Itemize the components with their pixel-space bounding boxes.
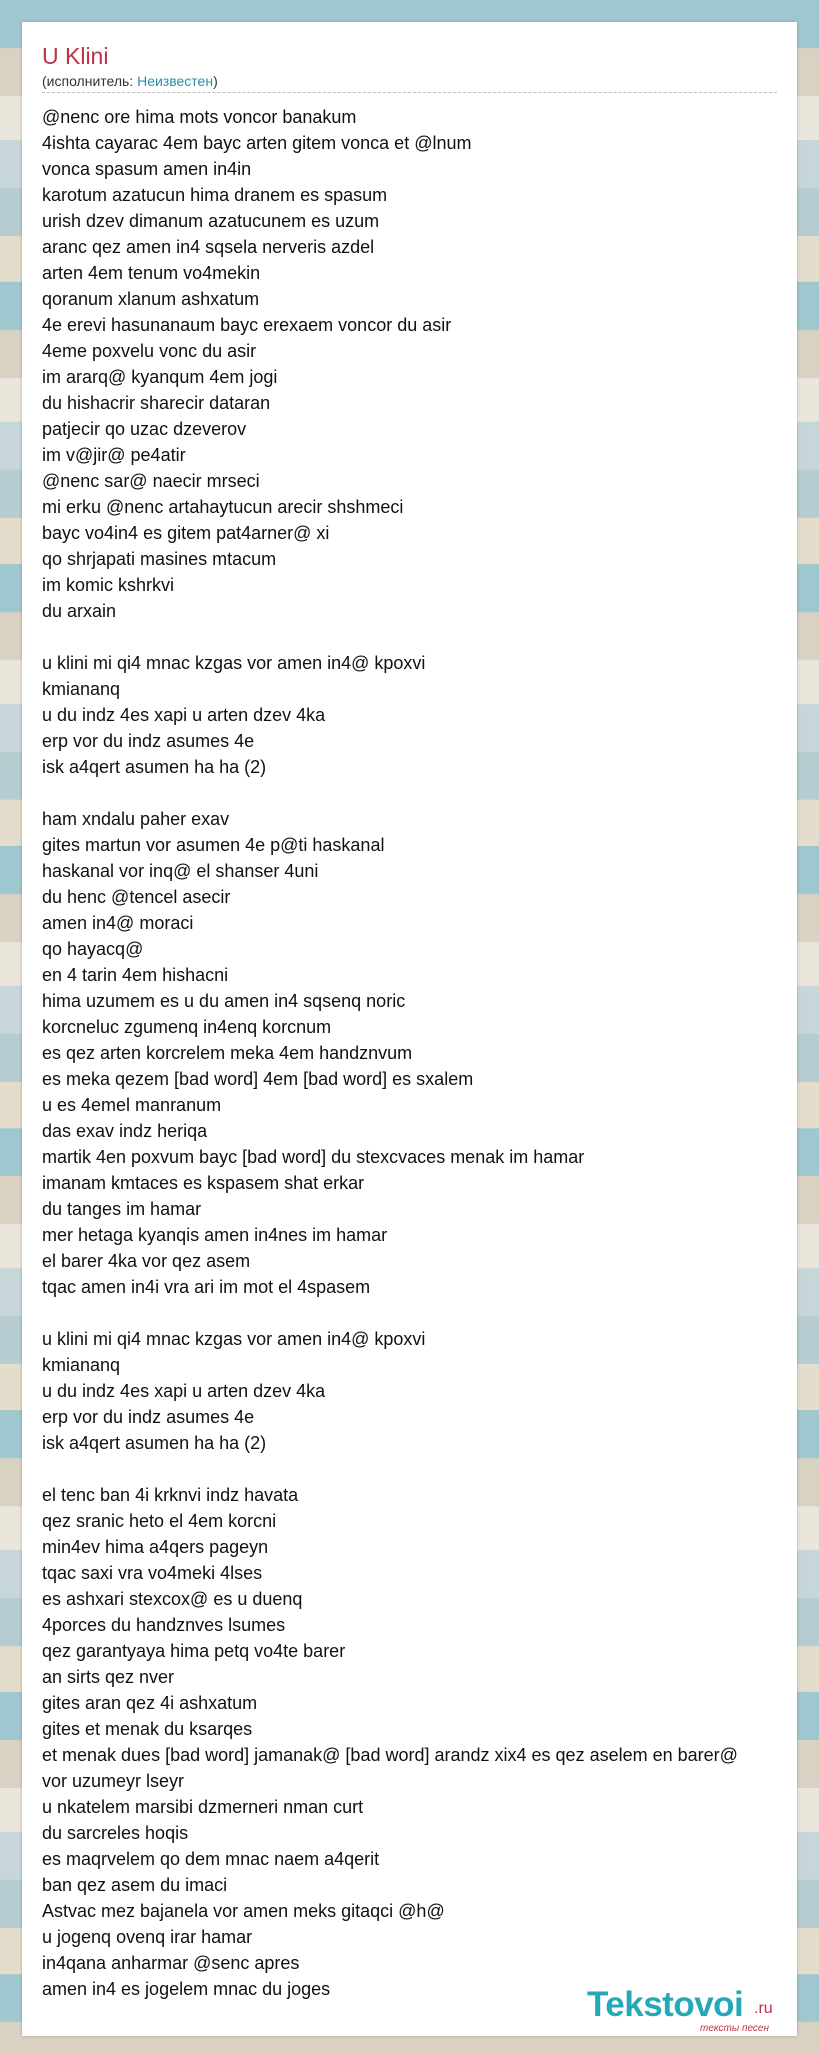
lyric-line: gites martun vor asumen 4e p@ti haskanal (42, 835, 385, 855)
lyric-line: ham xndalu paher exav (42, 809, 230, 829)
lyric-line: in4qana anharmar @senc apres (42, 1953, 300, 1973)
lyric-line: tqac saxi vra vo4meki 4lses (42, 1563, 263, 1583)
lyric-line: amen in4 es jogelem mnac du joges (42, 1979, 331, 1999)
lyric-line: 4e erevi hasunanaum bayc erexaem voncor du asir (42, 315, 452, 335)
lyric-line: mer hetaga kyanqis amen in4nes im hamar (42, 1225, 388, 1245)
song-title: U Klini (42, 43, 109, 69)
lyric-line: es meka qezem [bad word] 4em [bad word] es sxalem (42, 1069, 474, 1089)
lyric-line: arten 4em tenum vo4mekin (42, 263, 261, 283)
lyric-line: urish dzev dimanum azatucunem es uzum (42, 211, 380, 231)
lyric-line: qoranum xlanum ashxatum (42, 289, 260, 309)
lyric-line: el barer 4ka vor qez asem (42, 1251, 251, 1271)
lyric-line: isk a4qert asumen ha ha (2) (42, 1433, 267, 1453)
lyric-line: haskanal vor inq@ el shanser 4uni (42, 861, 319, 881)
lyric-line: mi erku @nenc artahaytucun arecir shshmeci (42, 497, 404, 517)
logo-tld: .ru (754, 2000, 773, 2017)
lyric-line: es maqrvelem qo dem mnac naem a4qerit (42, 1849, 380, 1869)
lyric-line: qez sranic heto el 4em korcni (42, 1511, 277, 1531)
lyric-line: tqac amen in4i vra ari im mot el 4spasem (42, 1277, 371, 1297)
title-divider (42, 92, 777, 93)
lyric-line: u jogenq ovenq irar hamar (42, 1927, 253, 1947)
lyric-line: im komic kshrkvi (42, 575, 175, 595)
lyric-line: karotum azatucun hima dranem es spasum (42, 185, 388, 205)
lyric-line: martik 4en poxvum bayc [bad word] du stexcvaces menak im hamar (42, 1147, 585, 1167)
lyric-line: kmiananq (42, 1355, 121, 1375)
lyric-line: qo shrjapati masines mtacum (42, 549, 277, 569)
lyric-line: vor uzumeyr lseyr (42, 1771, 185, 1791)
lyric-line: du tanges im hamar (42, 1199, 202, 1219)
lyric-line: du henc @tencel asecir (42, 887, 231, 907)
stanza-break (42, 624, 819, 650)
lyrics-text (42, 104, 819, 2002)
logo-name: Tekstovoi (587, 1985, 744, 2024)
lyric-line: du sarcreles hoqis (42, 1823, 189, 1843)
lyric-line: aranc qez amen in4 sqsela nerveris azdel (42, 237, 375, 257)
lyric-line: 4ishta cayarac 4em bayc arten gitem vonca et @lnum (42, 133, 472, 153)
lyric-line: qo hayacq@ (42, 939, 144, 959)
lyric-line: gites aran qez 4i ashxatum (42, 1693, 258, 1713)
lyric-line: korcneluc zgumenq in4enq korcnum (42, 1017, 332, 1037)
lyric-line: 4porces du handznves lsumes (42, 1615, 286, 1635)
lyric-line: isk a4qert asumen ha ha (2) (42, 757, 267, 777)
stanza-break (42, 780, 819, 806)
lyric-line: das exav indz heriqa (42, 1121, 208, 1141)
lyric-line: du hishacrir sharecir dataran (42, 393, 271, 413)
lyric-line: 4eme poxvelu vonc du asir (42, 341, 257, 361)
stanza-break (42, 1456, 819, 1482)
lyric-line: bayc vo4in4 es gitem pat4arner@ xi (42, 523, 330, 543)
lyric-line: min4ev hima a4qers pageyn (42, 1537, 269, 1557)
lyric-line: u klini mi qi4 mnac kzgas vor amen in4@ kpoxvi (42, 1329, 426, 1349)
lyric-line: Astvac mez bajanela vor amen meks gitaqci @h@ (42, 1901, 445, 1921)
lyric-line: gites et menak du ksarqes (42, 1719, 253, 1739)
lyrics-card (22, 22, 797, 2036)
artist-link[interactable]: Неизвестен (137, 73, 214, 89)
lyric-line: @nenc ore hima mots voncor banakum (42, 107, 357, 127)
lyric-line: erp vor du indz asumes 4e (42, 1407, 255, 1427)
lyric-line: u klini mi qi4 mnac kzgas vor amen in4@ kpoxvi (42, 653, 426, 673)
performer-suffix: ) (213, 73, 218, 89)
lyric-line: et menak dues [bad word] jamanak@ [bad word] arandz xix4 es qez aselem en barer@ (42, 1745, 738, 1765)
lyric-line: u du indz 4es xapi u arten dzev 4ka (42, 705, 326, 725)
lyric-line: patjecir qo uzac dzeverov (42, 419, 247, 439)
stanza-break (42, 1300, 819, 1326)
lyric-line: vonca spasum amen in4in (42, 159, 252, 179)
lyric-line: en 4 tarin 4em hishacni (42, 965, 229, 985)
lyric-line: es ashxari stexcox@ es u duenq (42, 1589, 303, 1609)
lyric-line: imanam kmtaces es kspasem shat erkar (42, 1173, 365, 1193)
lyric-line: kmiananq (42, 679, 121, 699)
lyric-line: u nkatelem marsibi dzmerneri nman curt (42, 1797, 364, 1817)
lyric-line: ban qez asem du imaci (42, 1875, 228, 1895)
lyric-line: im ararq@ kyanqum 4em jogi (42, 367, 278, 387)
performer-line (42, 72, 218, 90)
lyric-line: an sirts qez nver (42, 1667, 175, 1687)
lyric-line: qez garantyaya hima petq vo4te barer (42, 1641, 346, 1661)
lyric-line: hima uzumem es u du amen in4 sqsenq noric (42, 991, 406, 1011)
lyric-line: amen in4@ moraci (42, 913, 194, 933)
lyric-line: es qez arten korcrelem meka 4em handznvum (42, 1043, 413, 1063)
site-logo[interactable] (587, 1986, 787, 2034)
lyric-line: el tenc ban 4i krknvi indz havata (42, 1485, 299, 1505)
logo-tagline: тексты песен (700, 2023, 769, 2034)
lyric-line: im v@jir@ pe4atir (42, 445, 186, 465)
lyric-line: du arxain (42, 601, 117, 621)
performer-prefix: (исполнитель: (42, 73, 138, 89)
lyric-line: @nenc sar@ naecir mrseci (42, 471, 260, 491)
lyric-line: u du indz 4es xapi u arten dzev 4ka (42, 1381, 326, 1401)
lyric-line: u es 4emel manranum (42, 1095, 222, 1115)
lyric-line: erp vor du indz asumes 4e (42, 731, 255, 751)
